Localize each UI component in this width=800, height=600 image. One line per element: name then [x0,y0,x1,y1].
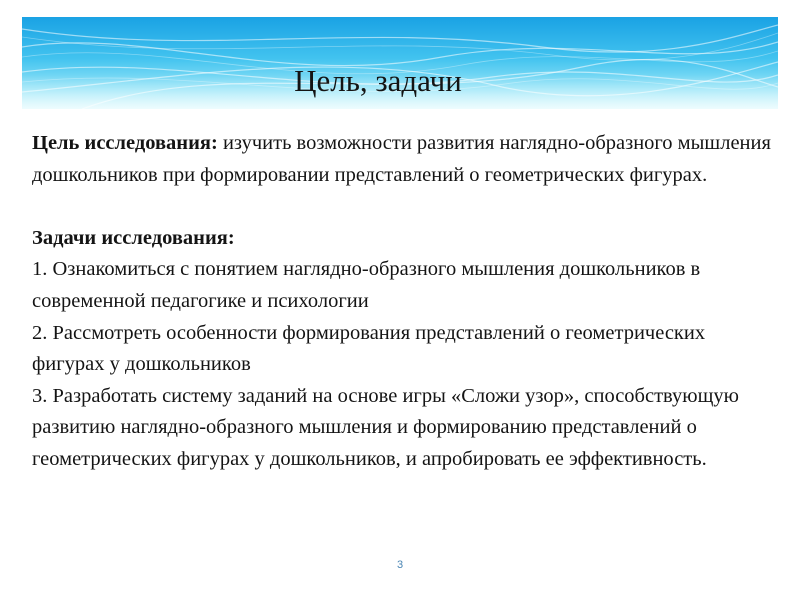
task-item-1: 1. Ознакомиться с понятием наглядно-образного мышления дошкольников в современной педагогике и психологии [32,258,701,312]
goal-text: изучить возможности развития наглядно-образного мышления дошкольников при формировании представлений о геометрических фигурах. [32,132,771,186]
task-item-3: 3. Разработать систему заданий на основе игры «Сложи узор», способствующую развитию наглядно-образного мышления и формированию представлений о геометрических фигурах у дошкольников, и апробировать ее эффективность. [32,384,739,470]
goal-paragraph [32,128,772,191]
slide-body [32,128,772,476]
paragraph-spacer [32,191,772,223]
task-item-2: 2. Рассмотреть особенности формирования представлений о геометрических фигурах у дошкольников [32,321,706,376]
tasks-label: Задачи исследования: [32,226,235,249]
goal-label: Цель исследования: [32,132,218,154]
page-number: 3 [396,559,404,571]
slide-title: Цель, задачи [294,63,462,98]
